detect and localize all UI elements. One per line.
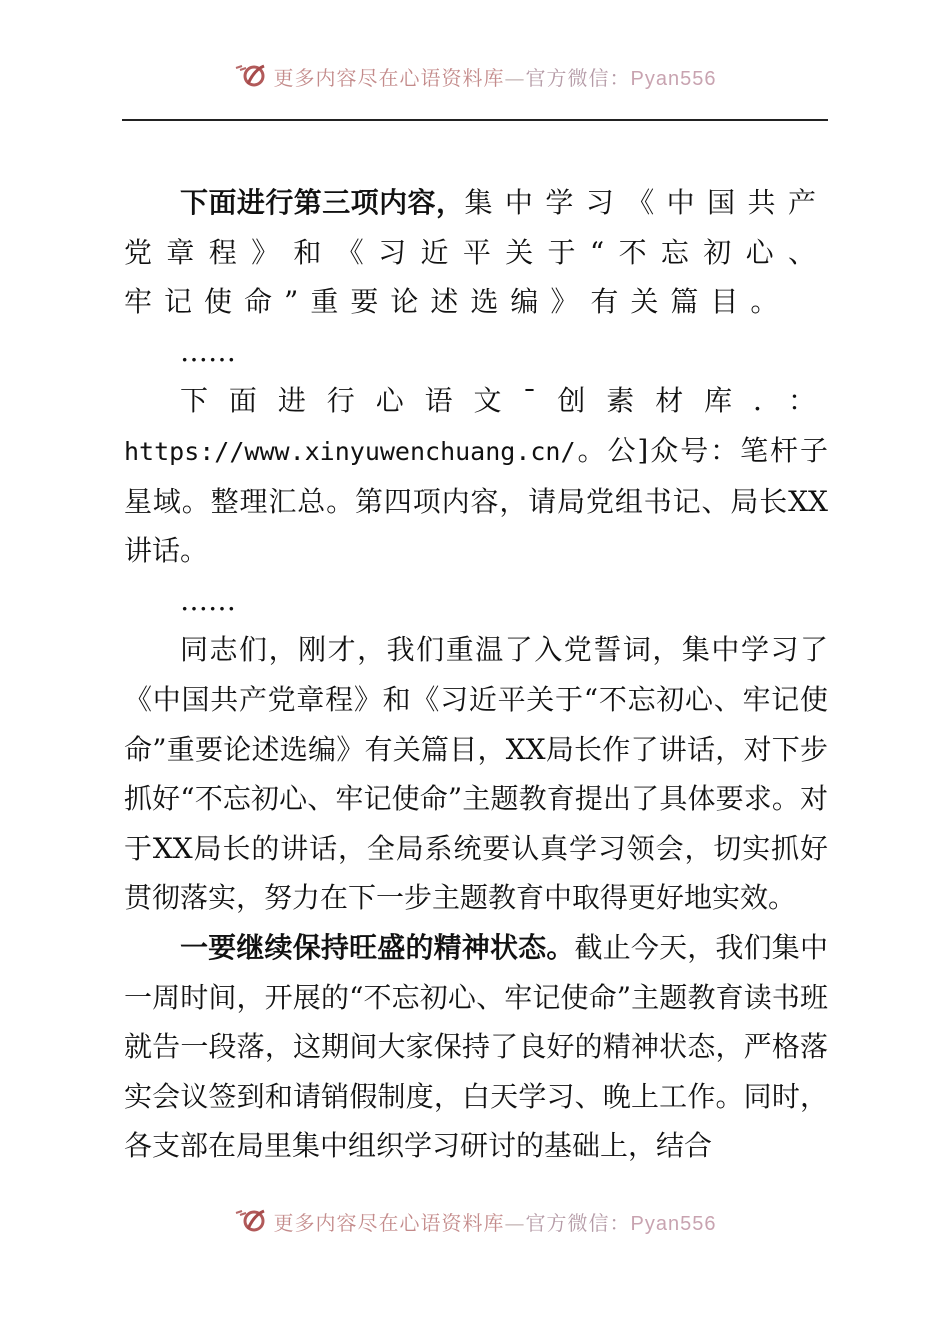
banner-wechat-id: Pyan556 xyxy=(630,1212,717,1235)
paragraph-3: 同志们，刚才，我们重温了入党誓词，集中学习了《中国共产党章程》和《习近平关于“不忘初心、牢记使命”重要论述选编》有关篇目，XX局长作了讲话，对下步抓好“不忘初心、牢记使命”主题教育提出了具体要求。对于XX局长的讲话，全局系统要认真学习领会，切实抓好贯彻落实，努力在下一步主题教育中取得更好地实效。 xyxy=(124,633,828,915)
header-banner xyxy=(274,62,717,91)
header-divider xyxy=(122,119,828,121)
ellipsis-2: …… xyxy=(180,583,236,617)
footer-banner xyxy=(274,1207,717,1236)
banner-dash: — xyxy=(504,65,526,90)
page-header xyxy=(0,56,950,96)
page-footer xyxy=(0,1201,950,1241)
ink-brush-logo-icon xyxy=(234,62,268,90)
paragraph-1-text: 集中学习《中国共产党章程》和《习近平关于“不忘初心、牢记使命”重要论述选编》有关篇目。 xyxy=(124,186,828,319)
source-url: https://www.xinyuwenchuang.cn/ xyxy=(124,436,576,466)
paragraph-1-lead: 下面进行第三项内容， xyxy=(180,186,465,219)
banner-wechat-id: Pyan556 xyxy=(630,67,717,90)
paragraph-2 xyxy=(124,376,828,575)
banner-wechat-label: 官方微信： xyxy=(525,1210,631,1235)
banner-dash: — xyxy=(504,1210,526,1235)
ink-brush-logo-icon xyxy=(234,1207,268,1235)
paragraph-4-text: 截止今天，我们集中一周时间，开展的“不忘初心、牢记使命”主题教育读书班就告一段落，这期间大家保持了良好的精神状态，严格落实会议签到和请销假制度，白天学习、晚上工作。同时，各支部在局里集中组织学习研讨的基础上，结合 xyxy=(124,930,828,1163)
banner-prefix: 更多内容尽在心语资料库 xyxy=(273,1210,505,1235)
banner-wechat-label: 官方微信： xyxy=(525,65,631,90)
paragraph-2-text-b: 。公]众号：笔杆子星域。整理汇总。第四项内容，请局党组书记、局长XX讲话。 xyxy=(124,433,828,568)
paragraph-1 xyxy=(124,178,828,327)
document-body xyxy=(124,178,828,1171)
ellipsis-1: …… xyxy=(180,334,236,368)
banner-prefix: 更多内容尽在心语资料库 xyxy=(273,65,505,90)
paragraph-4 xyxy=(124,923,828,1171)
paragraph-2-text-a: 下面进行心语文¯创素材库．： xyxy=(180,384,828,418)
paragraph-4-lead: 一要继续保持旺盛的精神状态。 xyxy=(180,930,575,964)
